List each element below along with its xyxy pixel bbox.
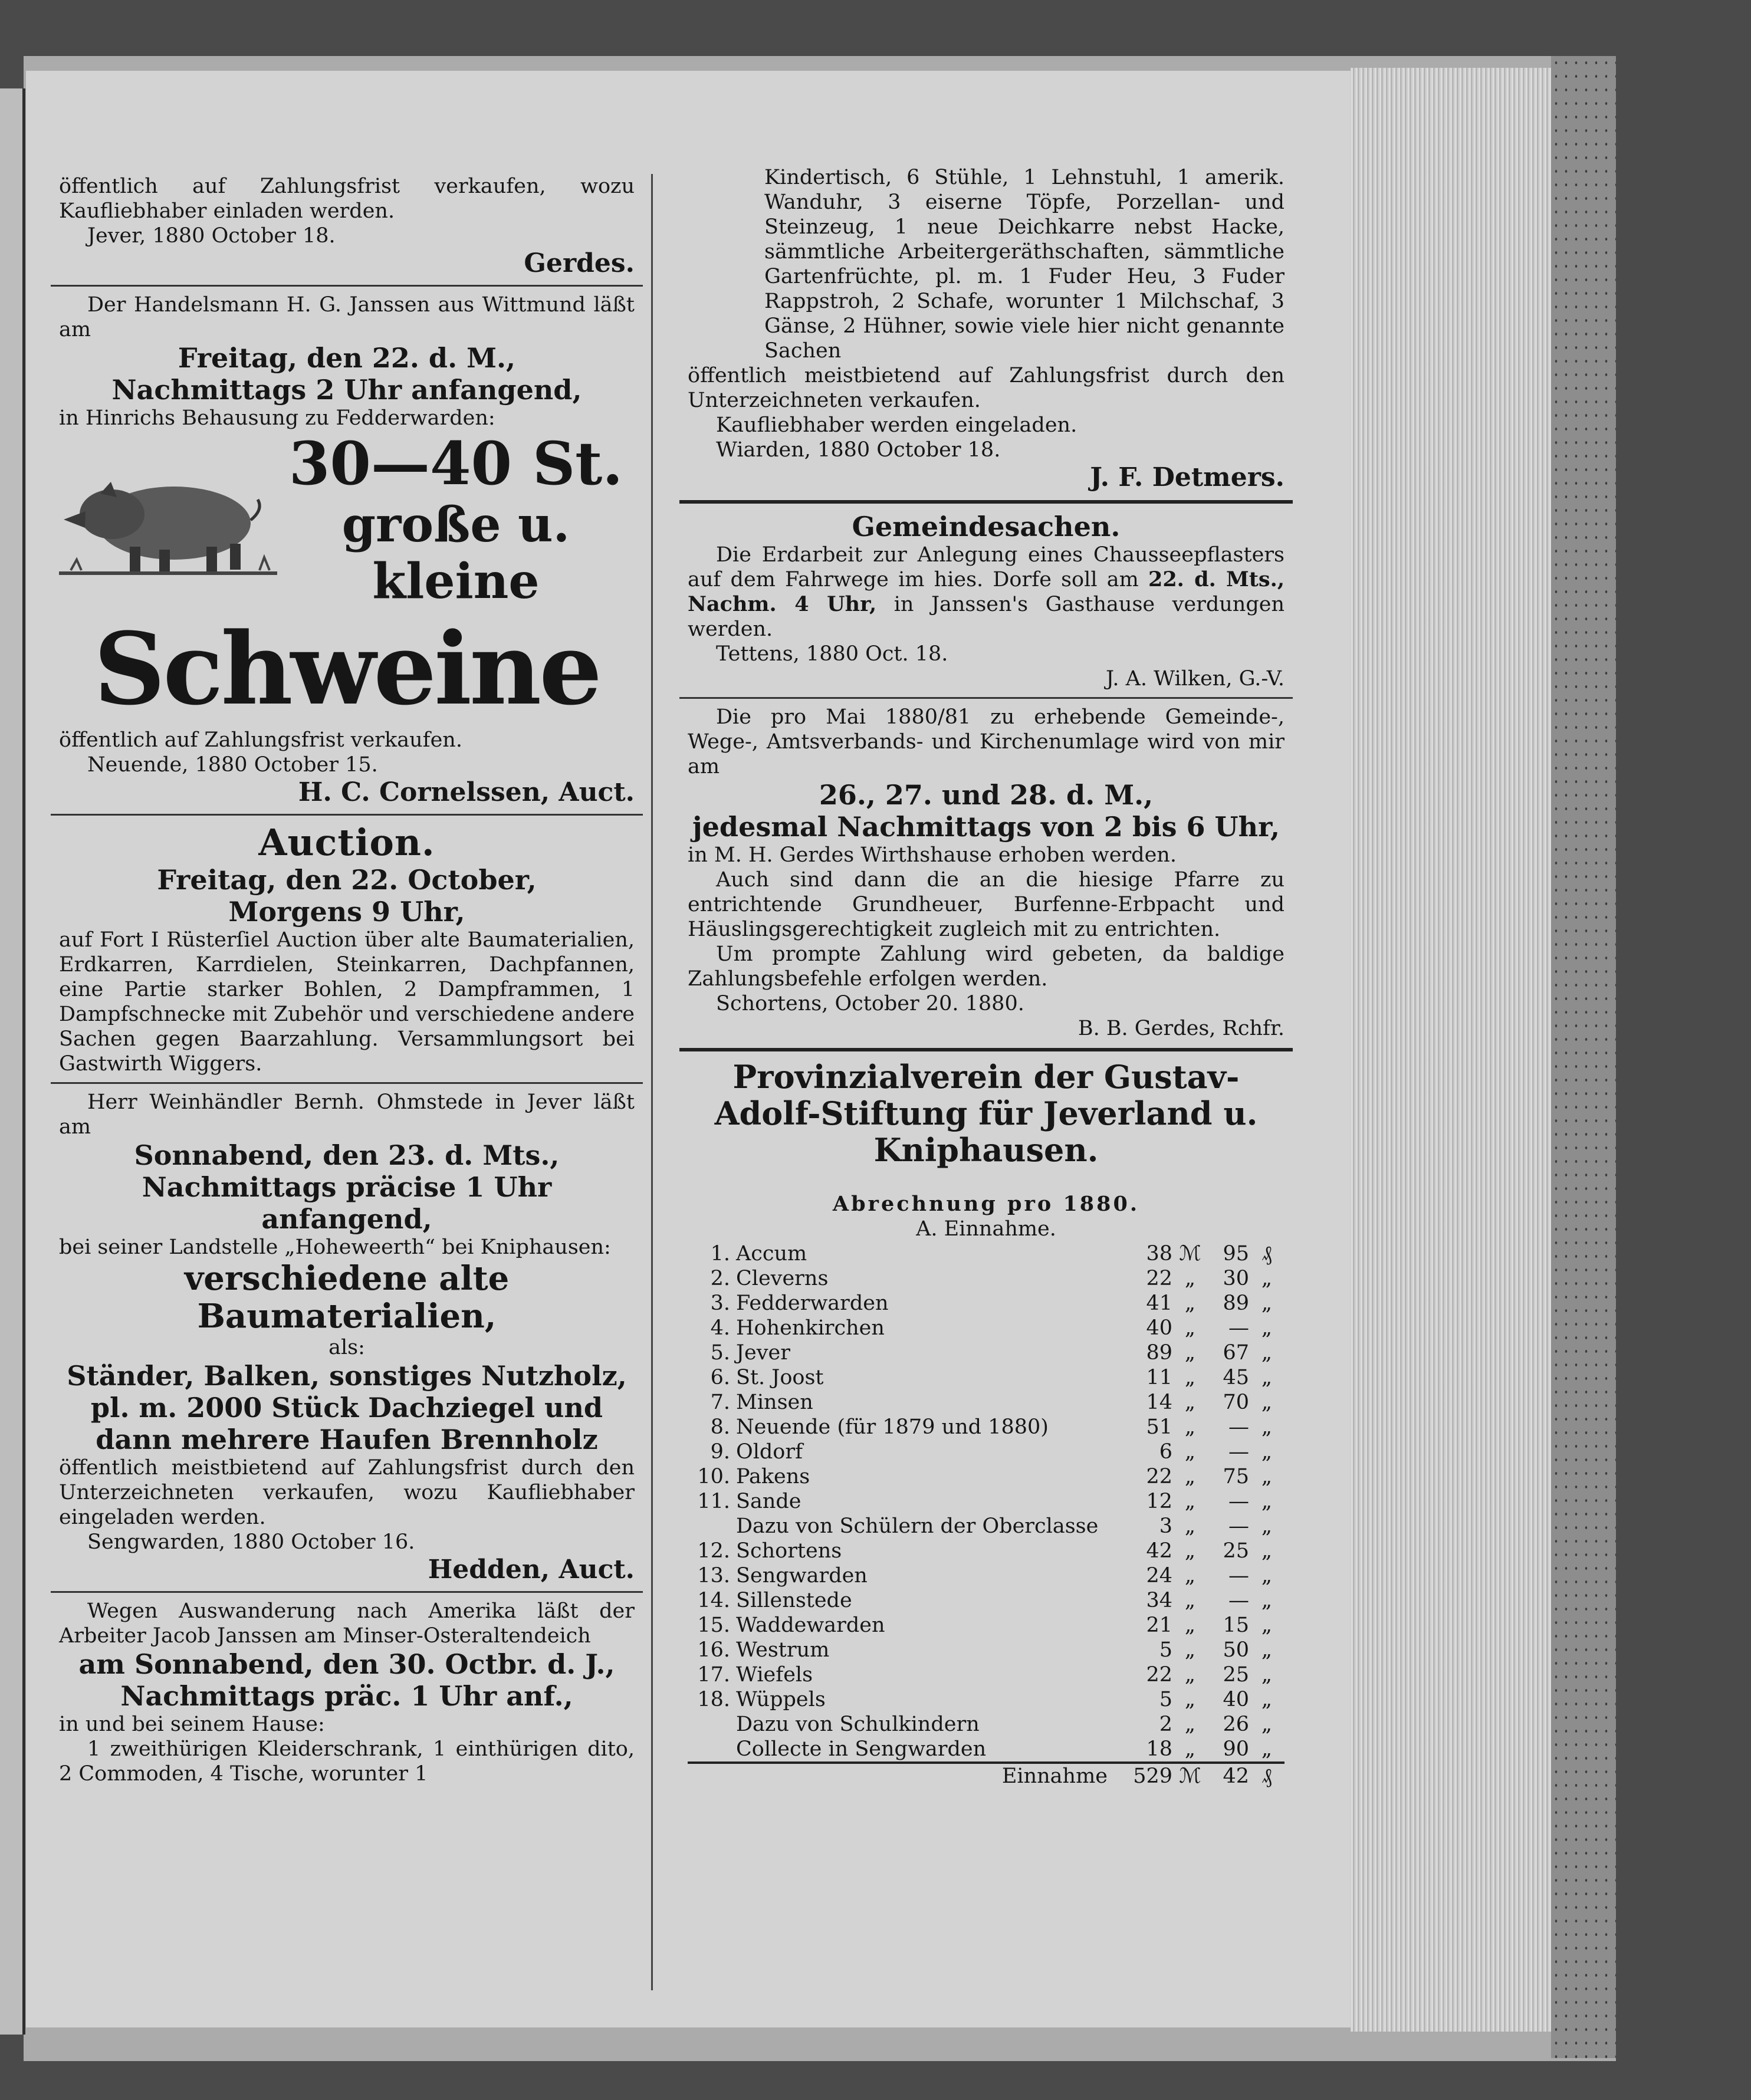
total-pf-unit: ₰ xyxy=(1249,1763,1284,1789)
wine-ad-item: verschiedene alte Baumaterialien, xyxy=(184,1259,510,1336)
row-mark: 51 xyxy=(1146,1415,1172,1439)
row-mark: 2 xyxy=(1159,1713,1172,1736)
row-pf: 25 xyxy=(1223,1539,1249,1563)
income-row xyxy=(688,1539,1284,1563)
row-pf: 95 xyxy=(1223,1242,1249,1266)
row-name: Fedderwarden xyxy=(736,1291,889,1315)
gemeinde-body-bold: 22. d. Mts., Nachm. 4 Uhr, xyxy=(688,567,1285,616)
row-mark-unit: „ xyxy=(1184,1514,1196,1538)
previous-page-edge xyxy=(0,88,25,2035)
auction-time: Morgens 9 Uhr, xyxy=(228,896,465,928)
row-pf: 40 xyxy=(1223,1688,1249,1711)
row-mark: 22 xyxy=(1146,1267,1172,1290)
row-pf: 89 xyxy=(1223,1291,1249,1315)
row-pf-unit: „ xyxy=(1261,1366,1273,1389)
income-row xyxy=(688,1613,1284,1638)
row-number: 2. xyxy=(710,1267,730,1290)
income-table-body xyxy=(688,1241,1284,1763)
row-pf: — xyxy=(1228,1415,1249,1439)
row-number: 4. xyxy=(710,1316,730,1340)
income-row xyxy=(688,1588,1284,1613)
row-pf: 45 xyxy=(1223,1366,1249,1389)
gemeinde-title: Gemeindesachen. xyxy=(852,511,1121,543)
row-mark: 42 xyxy=(1146,1539,1172,1563)
row-pf-unit: „ xyxy=(1261,1737,1273,1761)
row-mark-unit: „ xyxy=(1184,1415,1196,1439)
income-row xyxy=(688,1638,1284,1662)
row-pf-unit: „ xyxy=(1261,1713,1273,1736)
auction-title: Auction. xyxy=(258,821,435,864)
top-ad-text: öffentlich auf Zahlungsfrist verkaufen, wozu Kaufliebhaber einladen werden. xyxy=(59,175,635,223)
divider xyxy=(51,814,643,816)
tax-dates: 26., 27. und 28. d. M., xyxy=(819,779,1154,811)
wine-ad-place-date: Sengwarden, 1880 October 16. xyxy=(87,1530,415,1554)
continuation-items: Kindertisch, 6 Stühle, 1 Lehnstuhl, 1 amerik. Wanduhr, 3 eiserne Töpfe, Porzellan- und Steinzeug, 1 neue Deichkarre nebst Hacke, sämmtliche Arbeitergeräthschaften, sämmtliche Gartenfrüchte, pl. m. 1 Fuder Heu, 3 Fuder Rappstroh, 2 Schafe, worunter 1 Milchschaf, 3 Gänse, 2 Hühner, sowie viele hier nicht genannte Sachen xyxy=(764,166,1284,363)
row-pf-unit: „ xyxy=(1261,1490,1273,1513)
row-name: Wiefels xyxy=(736,1663,813,1687)
row-mark: 5 xyxy=(1159,1688,1172,1711)
right-column xyxy=(679,165,1293,1789)
row-name: Jever xyxy=(736,1341,790,1365)
income-row xyxy=(688,1316,1284,1340)
pig-ad-signature: H. C. Cornelssen, Auct. xyxy=(298,777,635,807)
row-name: Dazu von Schülern der Oberclasse xyxy=(736,1514,1099,1538)
row-mark-unit: „ xyxy=(1184,1465,1196,1488)
wine-ad-als: als: xyxy=(328,1336,365,1359)
emigration-ad-location: in und bei seinem Hause: xyxy=(59,1713,325,1736)
income-row xyxy=(688,1662,1284,1687)
row-number: 1. xyxy=(710,1242,730,1266)
row-pf: 25 xyxy=(1223,1663,1249,1687)
row-name: Dazu von Schulkindern xyxy=(736,1713,980,1736)
row-mark: 11 xyxy=(1146,1366,1172,1389)
row-pf-unit: „ xyxy=(1261,1267,1273,1290)
wine-ad-list: Ständer, Balken, sonstiges Nutzholz, pl. m. 2000 Stück Dachziegel und dann mehrere Haufen Brennholz xyxy=(67,1360,627,1455)
income-row xyxy=(688,1365,1284,1390)
row-mark-unit: „ xyxy=(1184,1440,1196,1464)
pig-size: große u. kleine xyxy=(341,497,570,610)
row-number: 14. xyxy=(697,1589,730,1612)
row-number: 18. xyxy=(697,1688,730,1711)
row-number xyxy=(688,1737,736,1763)
income-row xyxy=(688,1266,1284,1291)
income-row xyxy=(688,1440,1284,1464)
row-name: Westrum xyxy=(736,1638,830,1662)
pig-count: 30—40 St. xyxy=(288,429,623,498)
row-name: Collecte in Sengwarden xyxy=(736,1737,987,1761)
row-name: Sengwarden xyxy=(736,1564,868,1588)
gemeinde-place-date: Tettens, 1880 Oct. 18. xyxy=(716,642,948,666)
row-pf: 26 xyxy=(1223,1713,1249,1736)
row-mark-unit: „ xyxy=(1184,1341,1196,1365)
row-mark-unit: „ xyxy=(1184,1267,1196,1290)
pig-ad-closing: öffentlich auf Zahlungsfrist verkaufen. xyxy=(59,728,462,752)
row-name: Hohenkirchen xyxy=(736,1316,885,1340)
row-mark: 89 xyxy=(1146,1341,1172,1365)
income-row xyxy=(688,1687,1284,1712)
verein-report xyxy=(679,1059,1293,1789)
row-number: 10. xyxy=(697,1465,730,1488)
row-mark-unit: „ xyxy=(1184,1391,1196,1414)
row-mark: 18 xyxy=(1146,1737,1172,1761)
row-pf-unit: „ xyxy=(1261,1291,1273,1315)
row-mark: 3 xyxy=(1159,1514,1172,1538)
income-table xyxy=(688,1241,1284,1789)
income-row xyxy=(688,1415,1284,1440)
row-pf-unit: „ xyxy=(1261,1663,1273,1687)
income-row xyxy=(688,1737,1284,1763)
row-name: Wüppels xyxy=(736,1688,826,1711)
left-column xyxy=(51,174,643,1786)
wine-ad-date: Sonnabend, den 23. d. Mts., xyxy=(134,1139,560,1171)
row-mark-unit: „ xyxy=(1184,1688,1196,1711)
row-pf: — xyxy=(1228,1564,1249,1588)
income-row xyxy=(688,1712,1284,1737)
row-pf: — xyxy=(1228,1440,1249,1464)
row-pf-unit: „ xyxy=(1261,1688,1273,1711)
row-pf-unit: „ xyxy=(1261,1316,1273,1340)
row-name: Minsen xyxy=(736,1391,813,1414)
tax-request: Um prompte Zahlung wird gebeten, da baldige Zahlungsbefehle erfolgen werden. xyxy=(688,942,1284,991)
book-cover-edge xyxy=(1551,56,1616,2058)
row-name: Sande xyxy=(736,1490,801,1513)
top-ad-signature: Gerdes. xyxy=(524,248,635,278)
wine-ad-intro: Herr Weinhändler Bernh. Ohmstede in Jever läßt am xyxy=(59,1090,635,1139)
tax-place-date: Schortens, October 20. 1880. xyxy=(716,992,1024,1016)
row-number: 15. xyxy=(697,1613,730,1637)
row-name: St. Joost xyxy=(736,1366,824,1389)
row-mark-unit: „ xyxy=(1184,1316,1196,1340)
row-mark: 40 xyxy=(1146,1316,1172,1340)
wine-ad-location: bei seiner Landstelle „Hoheweerth“ bei Kniphausen: xyxy=(59,1235,611,1259)
total-mark-unit: ℳ xyxy=(1172,1763,1208,1789)
row-name: Neuende (für 1879 und 1880) xyxy=(736,1415,1049,1439)
row-pf-unit: ₰ xyxy=(1261,1242,1272,1266)
row-pf-unit: „ xyxy=(1261,1638,1273,1662)
row-pf-unit: „ xyxy=(1261,1564,1273,1588)
row-mark: 6 xyxy=(1159,1440,1172,1464)
pig-headline-text xyxy=(277,430,635,610)
row-name: Waddewarden xyxy=(736,1613,885,1637)
row-number: 16. xyxy=(697,1638,730,1662)
gemeinde-ad xyxy=(679,511,1293,691)
row-number: 8. xyxy=(710,1415,730,1439)
row-mark-unit: „ xyxy=(1184,1539,1196,1563)
continuation-ad xyxy=(679,165,1293,493)
row-pf-unit: „ xyxy=(1261,1415,1273,1439)
row-number: 12. xyxy=(697,1539,730,1563)
income-row xyxy=(688,1241,1284,1266)
row-mark-unit: „ xyxy=(1184,1713,1196,1736)
row-mark: 38 xyxy=(1146,1242,1172,1266)
row-name: Cleverns xyxy=(736,1267,829,1290)
total-mark: 529 xyxy=(1119,1763,1172,1789)
row-mark: 22 xyxy=(1146,1663,1172,1687)
tax-signature: B. B. Gerdes, Rchfr. xyxy=(1077,1017,1284,1040)
row-number: 17. xyxy=(697,1663,730,1687)
pig-headline xyxy=(59,430,635,610)
row-mark: 24 xyxy=(1146,1564,1172,1588)
row-pf: 50 xyxy=(1223,1638,1249,1662)
row-pf: 75 xyxy=(1223,1465,1249,1488)
divider xyxy=(679,1048,1293,1051)
continuation-closing: öffentlich meistbietend auf Zahlungsfrist durch den Unterzeichneten verkaufen. xyxy=(688,364,1284,412)
row-pf: — xyxy=(1228,1316,1249,1340)
gemeinde-body-a: Die Erdarbeit zur Anlegung eines Chausseepflasters auf dem Fahrwege im hies. Dorfe soll am xyxy=(688,543,1284,591)
row-mark: 14 xyxy=(1146,1391,1172,1414)
row-number: 11. xyxy=(697,1490,730,1513)
row-mark: 5 xyxy=(1159,1638,1172,1662)
income-row xyxy=(688,1390,1284,1415)
row-pf: 70 xyxy=(1223,1391,1249,1414)
pig-illustration xyxy=(59,458,277,582)
row-number: 3. xyxy=(710,1291,730,1315)
row-name: Oldorf xyxy=(736,1440,803,1464)
pig-ad-date: Freitag, den 22. d. M., xyxy=(178,342,516,374)
continuation-place-date: Wiarden, 1880 October 18. xyxy=(716,438,1001,462)
total-pf: 42 xyxy=(1208,1763,1249,1789)
emigration-ad-intro: Wegen Auswanderung nach Amerika läßt der Arbeiter Jacob Janssen am Minser-Osteraltendeich xyxy=(59,1599,635,1648)
row-mark-unit: „ xyxy=(1184,1737,1196,1761)
wine-ad-signature: Hedden, Auct. xyxy=(428,1555,635,1585)
pig-item: Schweine xyxy=(93,610,600,727)
emigration-ad-items: 1 zweithürigen Kleiderschrank, 1 einthürigen dito, 2 Commoden, 4 Tische, worunter 1 xyxy=(59,1737,635,1786)
row-name: Pakens xyxy=(736,1465,810,1488)
tax-time: jedesmal Nachmittags von 2 bis 6 Uhr, xyxy=(692,811,1280,843)
row-pf: 90 xyxy=(1223,1737,1249,1761)
newspaper-page xyxy=(26,71,1351,2027)
tax-location: in M. H. Gerdes Wirthshause erhoben werden. xyxy=(688,843,1177,867)
row-number: 13. xyxy=(697,1564,730,1588)
verein-subtitle: Abrechnung pro 1880. xyxy=(832,1192,1140,1216)
wine-ad xyxy=(51,1090,643,1585)
continuation-signature: J. F. Detmers. xyxy=(1090,462,1284,492)
divider xyxy=(51,1082,643,1084)
row-pf-unit: „ xyxy=(1261,1391,1273,1414)
income-row xyxy=(688,1291,1284,1316)
row-pf-unit: „ xyxy=(1261,1341,1273,1365)
row-name: Accum xyxy=(736,1242,807,1266)
row-number: 7. xyxy=(710,1391,730,1414)
wine-ad-time: Nachmittags präcise 1 Uhr anfangend, xyxy=(142,1171,552,1235)
row-pf: 15 xyxy=(1223,1613,1249,1637)
row-name: Sillenstede xyxy=(736,1589,852,1612)
wine-ad-closing: öffentlich meistbietend auf Zahlungsfrist durch den Unterzeichneten verkaufen, wozu Kaufliebhaber eingeladen werden. xyxy=(59,1456,635,1529)
column-divider xyxy=(651,174,653,1990)
row-pf-unit: „ xyxy=(1261,1589,1273,1612)
pig-ad xyxy=(51,293,643,808)
row-pf-unit: „ xyxy=(1261,1465,1273,1488)
total-label: Einnahme xyxy=(736,1763,1119,1789)
row-mark: 22 xyxy=(1146,1465,1172,1488)
row-pf-unit: „ xyxy=(1261,1514,1273,1538)
pig-ad-intro: Der Handelsmann H. G. Janssen aus Wittmund läßt am xyxy=(59,293,635,341)
auction-body: auf Fort I Rüsterſiel Auction über alte Baumaterialien, Erdkarren, Karrdielen, Steinkarren, Dachpfannen, eine Partie starker Bohlen, 2 Dampframmen, 1 Dampfschnecke mit Zubehör und verschiedene andere Sachen gegen Baarzahlung. Versammlungsort bei Gastwirth Wiggers. xyxy=(59,928,635,1076)
row-mark-unit: „ xyxy=(1184,1638,1196,1662)
auction-ad xyxy=(51,821,643,1076)
row-pf: — xyxy=(1228,1589,1249,1612)
divider xyxy=(51,1591,643,1593)
row-number: 6. xyxy=(710,1366,730,1389)
top-ad-place-date: Jever, 1880 October 18. xyxy=(87,224,336,248)
tax-notice xyxy=(679,705,1293,1041)
tax-body: Auch sind dann die an die hiesige Pfarre zu entrichtende Grundheuer, Burfenne-Erbpacht und Häuslingsgerechtigkeit zugleich mit zu entrichten. xyxy=(688,868,1284,941)
row-mark-unit: „ xyxy=(1184,1291,1196,1315)
pig-ad-time: Nachmittags 2 Uhr anfangend, xyxy=(111,374,582,406)
row-mark-unit: „ xyxy=(1184,1366,1196,1389)
tax-intro: Die pro Mai 1880/81 zu erhebende Gemeinde-, Wege-, Amtsverbands- und Kirchenumlage wird von mir am xyxy=(688,705,1284,778)
row-mark-unit: ℳ xyxy=(1179,1242,1201,1266)
row-mark-unit: „ xyxy=(1184,1564,1196,1588)
verein-section: A. Einnahme. xyxy=(916,1217,1056,1241)
row-mark: 41 xyxy=(1146,1291,1172,1315)
row-mark-unit: „ xyxy=(1184,1589,1196,1612)
divider xyxy=(679,500,1293,504)
row-pf-unit: „ xyxy=(1261,1440,1273,1464)
emigration-ad-time: Nachmittags präc. 1 Uhr anf., xyxy=(120,1680,573,1712)
row-number xyxy=(688,1712,736,1737)
row-pf: — xyxy=(1228,1490,1249,1513)
income-row xyxy=(688,1514,1284,1539)
row-mark: 12 xyxy=(1146,1490,1172,1513)
income-total-row xyxy=(688,1763,1284,1789)
row-pf-unit: „ xyxy=(1261,1613,1273,1637)
continuation-invite: Kaufliebhaber werden eingeladen. xyxy=(716,413,1077,437)
gemeinde-body-b: in Janssen's Gasthause verdungen werden. xyxy=(688,593,1284,641)
verein-title: Provinzialverein der Gustav-Adolf-Stiftung für Jeverland u. Kniphausen. xyxy=(714,1058,1258,1169)
row-pf: — xyxy=(1228,1514,1249,1538)
row-mark: 34 xyxy=(1146,1589,1172,1612)
row-pf: 67 xyxy=(1223,1341,1249,1365)
income-row xyxy=(688,1563,1284,1588)
income-row xyxy=(688,1464,1284,1489)
divider xyxy=(51,285,643,287)
gemeinde-signature: J. A. Wilken, G.-V. xyxy=(1106,667,1284,691)
row-mark-unit: „ xyxy=(1184,1613,1196,1637)
row-mark: 21 xyxy=(1146,1613,1172,1637)
pig-ad-place-date: Neuende, 1880 October 15. xyxy=(87,753,378,777)
row-pf-unit: „ xyxy=(1261,1539,1273,1563)
income-row xyxy=(688,1489,1284,1514)
row-mark-unit: „ xyxy=(1184,1663,1196,1687)
pig-ad-location: in Hinrichs Behausung zu Fedderwarden: xyxy=(59,406,495,430)
row-name: Schortens xyxy=(736,1539,842,1563)
emigration-ad xyxy=(51,1599,643,1786)
row-number: 9. xyxy=(710,1440,730,1464)
row-number: 5. xyxy=(710,1341,730,1365)
auction-date: Freitag, den 22. October, xyxy=(157,864,537,896)
row-pf: 30 xyxy=(1223,1267,1249,1290)
income-row xyxy=(688,1340,1284,1365)
top-ad xyxy=(51,174,643,279)
emigration-ad-date: am Sonnabend, den 30. Octbr. d. J., xyxy=(78,1648,615,1680)
gemeinde-body xyxy=(688,543,1284,642)
row-mark-unit: „ xyxy=(1184,1490,1196,1513)
divider xyxy=(679,697,1293,699)
row-number xyxy=(688,1514,736,1539)
